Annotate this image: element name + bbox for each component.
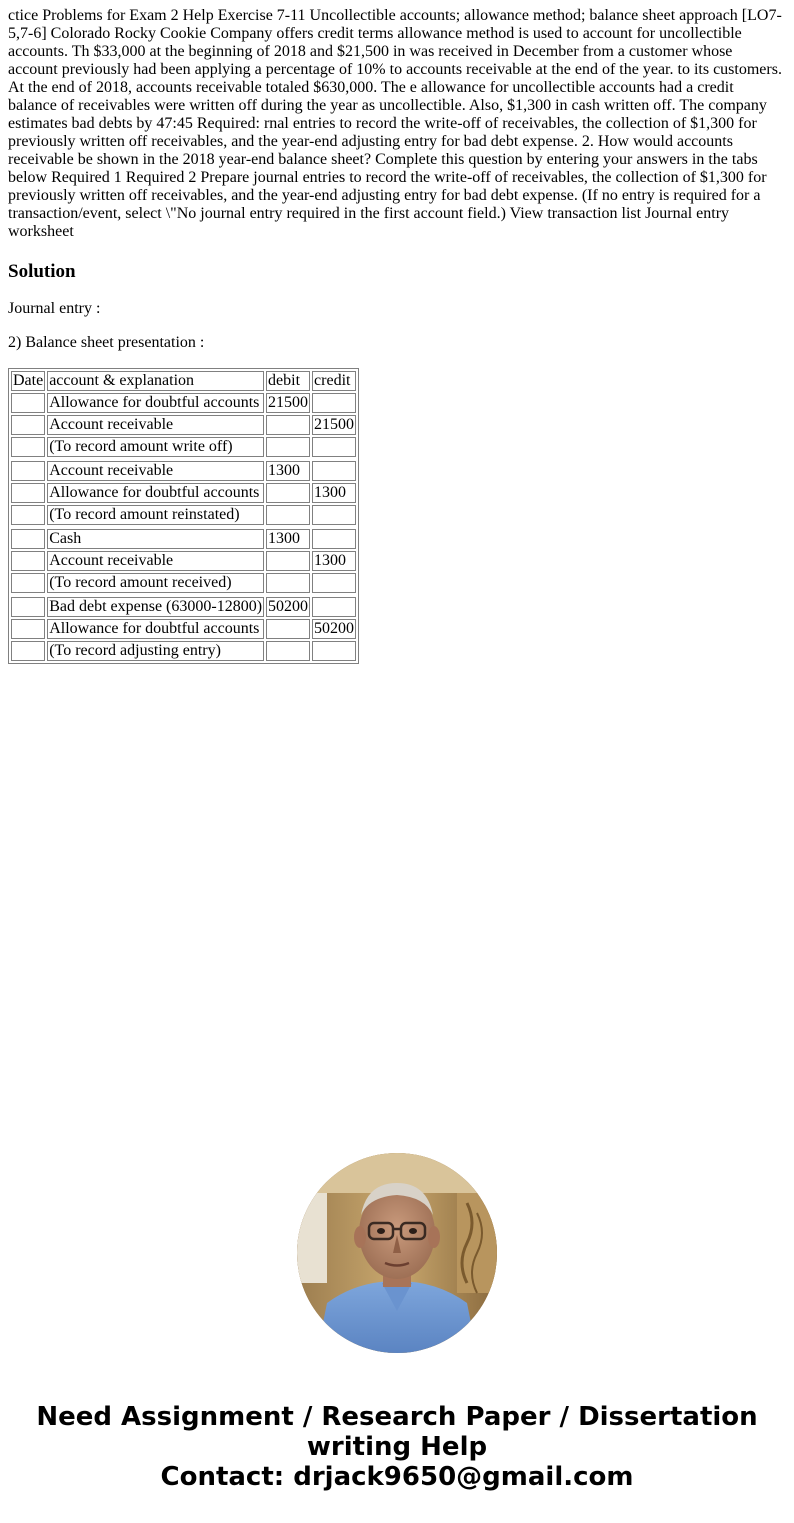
journal-entry-table [8,368,359,664]
cell-account: Allowance for doubtful accounts [47,619,264,639]
cell-account: Allowance for doubtful accounts [47,483,264,503]
table-row [11,641,356,661]
cell-account: Allowance for doubtful accounts [47,393,264,413]
cell-debit [266,415,310,435]
cell-date [11,529,45,549]
balance-sheet-label: 2) Balance sheet presentation : [8,334,205,351]
cell-debit [266,505,310,525]
cell-date [11,619,45,639]
table-row [11,551,356,571]
table-row [11,437,356,457]
journal-entry-block [11,393,356,457]
cell-date [11,461,45,481]
cell-credit [312,573,356,593]
cell-debit [266,437,310,457]
table-header-row [11,371,356,391]
table-row [11,505,356,525]
cell-credit: 21500 [314,416,355,433]
cell-debit [266,641,310,661]
cell-credit: 1300 [312,551,356,571]
cell-credit [312,641,356,661]
cell-credit [312,437,356,457]
cell-date [11,573,45,593]
table-row [11,415,356,435]
cell-debit [266,483,310,503]
avatar-photo [297,1153,497,1353]
cell-debit [266,573,310,593]
cell-debit: 21500 [268,394,309,411]
cell-date [11,393,45,413]
cell-date [11,505,45,525]
cell-date [11,483,45,503]
header-debit: debit [266,371,310,391]
cell-date [11,415,45,435]
header-credit: credit [312,371,356,391]
cell-account: (To record amount reinstated) [47,505,264,525]
footer-line-2: writing Help [306,1432,488,1462]
cell-credit [312,505,356,525]
table-row [11,461,356,481]
cell-credit: 50200 [314,620,355,637]
cell-account: Account receivable [47,415,264,435]
cell-date [11,551,45,571]
cell-account: (To record amount write off) [47,437,264,457]
header-date: Date [13,372,44,389]
journal-entry-block [11,459,356,525]
table-row [11,393,356,413]
cell-credit [312,597,356,617]
cell-account: Account receivable [47,551,264,571]
header-account: account & explanation [47,371,264,391]
cell-credit [312,393,356,413]
author-avatar [297,1153,497,1353]
journal-entry-block [11,595,356,661]
cell-debit [266,551,310,571]
footer-banner [0,1402,794,1492]
cell-debit: 1300 [266,529,310,549]
cell-date [11,437,45,457]
table-row [11,573,356,593]
cell-debit [266,619,310,639]
journal-entry-block [11,527,356,593]
cell-account: Bad debt expense (63000-12800) [49,598,263,615]
table-row [11,619,356,639]
cell-credit: 1300 [312,483,356,503]
cell-account: Cash [47,529,264,549]
journal-entry-label: Journal entry : [8,300,101,317]
table-row [11,483,356,503]
solution-heading: Solution [8,261,76,282]
question-text: ctice Problems for Exam 2 Help Exercise 7-11 Uncollectible accounts; allowance method; balance sheet approach [LO7-5,7-6] Colorado Rocky Cookie Company offers credit terms allowance method is used to account for uncollectible accounts. Th $33,000 at the beginning of 2018 and $21,500 in was received in December from a customer whose account previously had been applying a percentage of 10% to accounts receivable at the end of the year. to its customers. At the end of 2018, accounts receivable totaled $630,000. The e allowance for uncollectible accounts had a credit balance of receivables were written off during the year as uncollectible. Also, $1,300 in cash written off. The company estimates bad debts by 47:45 Required: rnal entries to record the write-off of receivables, the collection of $1,300 for previously written off receivables, and the year-end adjusting entry for bad debt expense. 2. How would accounts receivable be shown in the 2018 year-end balance sheet? Complete this question by entering your answers in the tabs below Required 1 Required 2 Prepare journal entries to record the write-off of receivables, the collection of $1,300 for previously written off receivables, and the year-end adjusting entry for bad debt expense. (If no entry is required for a transaction/event, select \"No journal entry required in the first account field.) View transaction list Journal entry worksheet [8,7,782,240]
cell-debit: 50200 [268,598,309,615]
cell-date [11,641,45,661]
table-row [11,529,356,549]
cell-account: (To record amount received) [47,573,264,593]
cell-date [11,597,45,617]
table-row [11,597,356,617]
cell-credit [312,461,356,481]
page-content [8,7,786,664]
cell-credit [312,529,356,549]
cell-debit: 1300 [266,461,310,481]
footer-line-1: Need Assignment / Research Paper / Dissertation [36,1402,758,1432]
cell-account: Account receivable [47,461,264,481]
footer-contact: Contact: drjack9650@gmail.com [160,1462,634,1492]
cell-account: (To record adjusting entry) [47,641,264,661]
